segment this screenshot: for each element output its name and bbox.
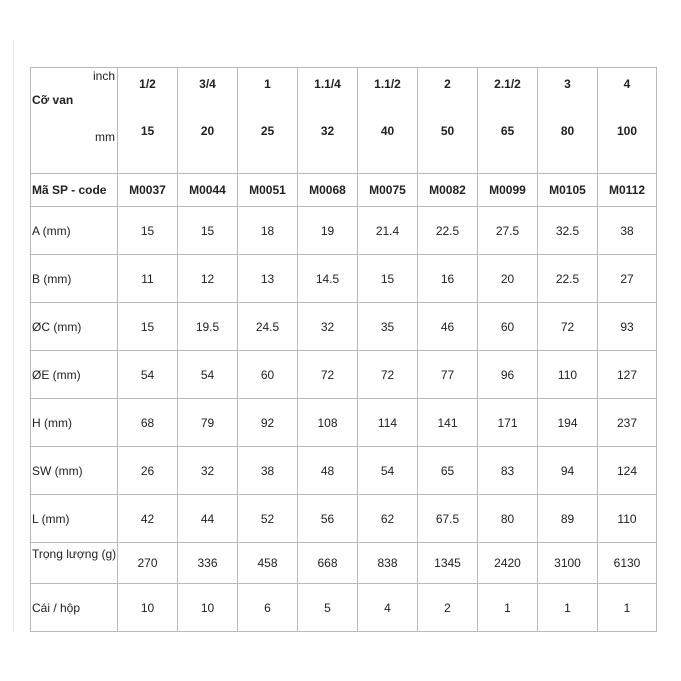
- table-cell: 11: [118, 255, 178, 303]
- table-cell: 1: [598, 584, 657, 632]
- table-row-a: [31, 207, 657, 255]
- size-mm-value: 15: [140, 124, 155, 138]
- table-cell: 62: [358, 495, 418, 543]
- size-column-header: [598, 68, 657, 174]
- size-column-header: [538, 68, 598, 174]
- table-cell: 27: [598, 255, 657, 303]
- table-cell: 32.5: [538, 207, 598, 255]
- size-mm-value: 40: [380, 124, 395, 138]
- size-mm-value: 100: [616, 124, 638, 138]
- table-cell: 6: [238, 584, 298, 632]
- size-column-header: [238, 68, 298, 174]
- table-cell: M0051: [238, 174, 298, 207]
- table-cell: 336: [178, 543, 238, 584]
- inch-unit-label: inch: [92, 69, 115, 83]
- table-row-e: [31, 351, 657, 399]
- mm-unit-label: mm: [95, 130, 115, 144]
- size-inch-value: 3: [564, 77, 571, 91]
- size-inch-value: 2: [444, 77, 451, 91]
- header-row: [31, 68, 657, 174]
- table-cell: 237: [598, 399, 657, 447]
- table-cell: 10: [118, 584, 178, 632]
- table-cell: 114: [358, 399, 418, 447]
- size-inch-value: 1.1/2: [374, 77, 401, 91]
- table-cell: 26: [118, 447, 178, 495]
- table-row-weight: [31, 543, 657, 584]
- table-cell: 1345: [418, 543, 478, 584]
- table-cell: 19.5: [178, 303, 238, 351]
- size-column-header: [118, 68, 178, 174]
- table-cell: 1: [478, 584, 538, 632]
- size-inch-value: 3/4: [199, 77, 216, 91]
- table-cell: 48: [298, 447, 358, 495]
- table-cell: 32: [298, 303, 358, 351]
- table-cell: M0105: [538, 174, 598, 207]
- table-cell: 60: [478, 303, 538, 351]
- table-cell: 10: [178, 584, 238, 632]
- table-cell: 79: [178, 399, 238, 447]
- table-cell: 38: [598, 207, 657, 255]
- table-cell: 16: [418, 255, 478, 303]
- table-row-per-box: [31, 584, 657, 632]
- row-label: ØC (mm): [31, 303, 118, 351]
- row-label: Trọng lượng (g): [31, 543, 118, 584]
- table-row-product-code: [31, 174, 657, 207]
- row-label: ØE (mm): [31, 351, 118, 399]
- size-mm-value: 25: [260, 124, 275, 138]
- table-cell: 44: [178, 495, 238, 543]
- table-cell: 67.5: [418, 495, 478, 543]
- size-column-header: [358, 68, 418, 174]
- table-row-h: [31, 399, 657, 447]
- table-cell: 38: [238, 447, 298, 495]
- table-cell: 171: [478, 399, 538, 447]
- table-cell: 52: [238, 495, 298, 543]
- table-cell: 3100: [538, 543, 598, 584]
- table-cell: 110: [598, 495, 657, 543]
- size-column-header: [298, 68, 358, 174]
- row-label: L (mm): [31, 495, 118, 543]
- size-mm-value: 50: [440, 124, 455, 138]
- size-inch-value: 1/2: [139, 77, 156, 91]
- table-cell: 35: [358, 303, 418, 351]
- table-cell: 46: [418, 303, 478, 351]
- table-cell: M0099: [478, 174, 538, 207]
- size-column-header: [418, 68, 478, 174]
- table-cell: 89: [538, 495, 598, 543]
- table-cell: 93: [598, 303, 657, 351]
- table-cell: 15: [178, 207, 238, 255]
- size-mm-value: 32: [320, 124, 335, 138]
- valve-size-label: Cỡ van: [32, 93, 74, 107]
- table-row-b: [31, 255, 657, 303]
- table-cell: M0112: [598, 174, 657, 207]
- table-cell: 18: [238, 207, 298, 255]
- size-inch-value: 2.1/2: [494, 77, 521, 91]
- table-cell: 72: [358, 351, 418, 399]
- size-column-header: [178, 68, 238, 174]
- size-mm-value: 65: [500, 124, 515, 138]
- row-label: SW (mm): [31, 447, 118, 495]
- size-inch-value: 1: [264, 77, 271, 91]
- table-cell: 19: [298, 207, 358, 255]
- table-cell: 77: [418, 351, 478, 399]
- table-cell: 54: [118, 351, 178, 399]
- table-row-c: [31, 303, 657, 351]
- row-label: Mã SP - code: [31, 174, 118, 207]
- table-cell: 15: [118, 207, 178, 255]
- table-cell: 54: [358, 447, 418, 495]
- table-cell: 2: [418, 584, 478, 632]
- size-inch-value: 1.1/4: [314, 77, 341, 91]
- table-cell: 72: [538, 303, 598, 351]
- table-cell: 42: [118, 495, 178, 543]
- size-column-header: [478, 68, 538, 174]
- table-cell: 13: [238, 255, 298, 303]
- table-cell: 68: [118, 399, 178, 447]
- table-cell: 1: [538, 584, 598, 632]
- table-cell: 194: [538, 399, 598, 447]
- header-label-cell: [31, 68, 118, 174]
- table-cell: 668: [298, 543, 358, 584]
- table-cell: M0082: [418, 174, 478, 207]
- table-cell: 838: [358, 543, 418, 584]
- row-label: Cái / hộp: [31, 584, 118, 632]
- valve-spec-table: [30, 67, 657, 632]
- table-cell: 124: [598, 447, 657, 495]
- page-left-border: [13, 40, 14, 632]
- table-cell: 22.5: [538, 255, 598, 303]
- table-cell: M0044: [178, 174, 238, 207]
- table-cell: M0037: [118, 174, 178, 207]
- table-cell: 270: [118, 543, 178, 584]
- table-cell: 12: [178, 255, 238, 303]
- table-cell: 458: [238, 543, 298, 584]
- table-cell: 2420: [478, 543, 538, 584]
- table-cell: 94: [538, 447, 598, 495]
- table-cell: 20: [478, 255, 538, 303]
- table-cell: 15: [358, 255, 418, 303]
- table-cell: 14.5: [298, 255, 358, 303]
- table-cell: 27.5: [478, 207, 538, 255]
- row-label: H (mm): [31, 399, 118, 447]
- table-cell: 54: [178, 351, 238, 399]
- table-cell: 108: [298, 399, 358, 447]
- table-cell: M0075: [358, 174, 418, 207]
- table-cell: 65: [418, 447, 478, 495]
- table-cell: 110: [538, 351, 598, 399]
- table-cell: 21.4: [358, 207, 418, 255]
- size-inch-value: 4: [623, 77, 631, 91]
- table-cell: 72: [298, 351, 358, 399]
- table-cell: 83: [478, 447, 538, 495]
- row-label: A (mm): [31, 207, 118, 255]
- table-cell: 24.5: [238, 303, 298, 351]
- table-cell: 127: [598, 351, 657, 399]
- size-mm-value: 80: [560, 124, 575, 138]
- table-cell: 6130: [598, 543, 657, 584]
- table-cell: 96: [478, 351, 538, 399]
- table-cell: 56: [298, 495, 358, 543]
- table-cell: 32: [178, 447, 238, 495]
- table-cell: 22.5: [418, 207, 478, 255]
- table-cell: 4: [358, 584, 418, 632]
- table-row-sw: [31, 447, 657, 495]
- table-cell: M0068: [298, 174, 358, 207]
- table-cell: 80: [478, 495, 538, 543]
- table-cell: 15: [118, 303, 178, 351]
- size-mm-value: 20: [200, 124, 215, 138]
- table-cell: 60: [238, 351, 298, 399]
- table-row-l: [31, 495, 657, 543]
- table-cell: 92: [238, 399, 298, 447]
- row-label: B (mm): [31, 255, 118, 303]
- table-cell: 5: [298, 584, 358, 632]
- table-cell: 141: [418, 399, 478, 447]
